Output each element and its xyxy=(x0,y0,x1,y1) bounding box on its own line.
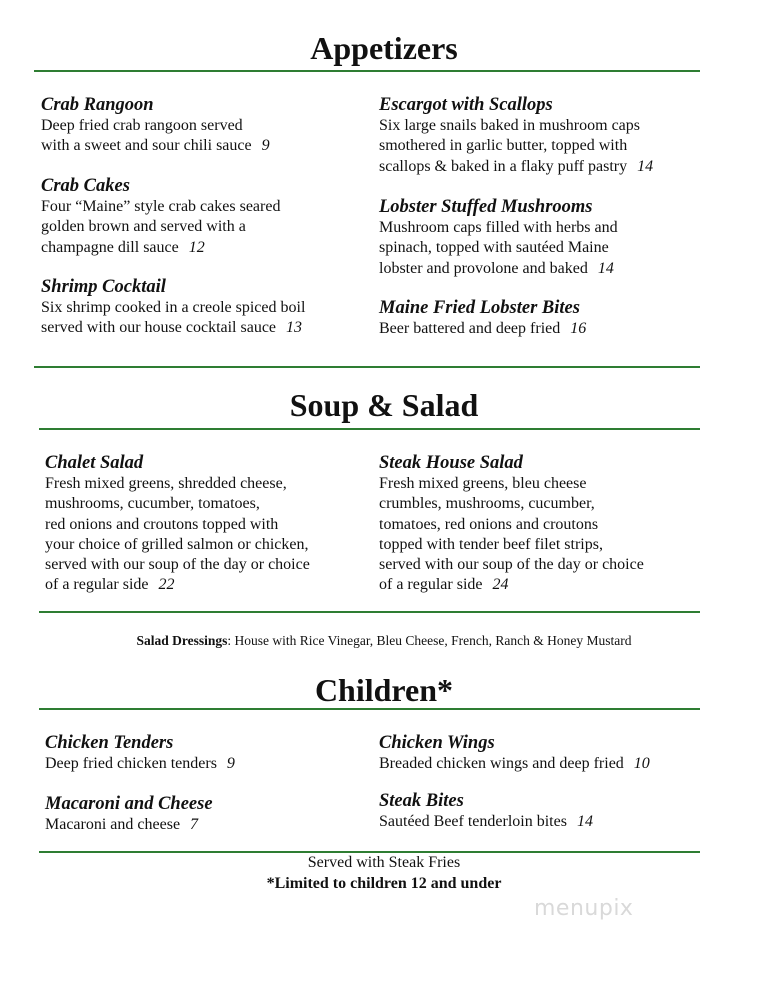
desc-line: smothered in garlic butter, topped with xyxy=(379,137,628,155)
desc-line: Beer battered and deep fried xyxy=(379,320,561,337)
desc-line: Six shrimp cooked in a creole spiced boil xyxy=(41,299,306,316)
desc-line: Four “Maine” style crab cakes seared xyxy=(41,198,281,215)
desc-line: golden brown and served with a xyxy=(41,218,246,236)
desc-line: Sautéed Beef tenderloin bites xyxy=(379,813,567,830)
watermark: menupix xyxy=(534,896,634,921)
item-name: Steak Bites xyxy=(379,791,464,811)
menu-item-macaroni-and-cheese xyxy=(45,793,365,835)
item-description xyxy=(379,218,719,279)
desc-line: served with our house cocktail sauce xyxy=(41,319,277,337)
desc-line: of a regular side xyxy=(45,576,149,594)
appetizers-bottom-rule xyxy=(34,366,700,368)
menu-item-shrimp-cocktail xyxy=(41,276,371,339)
item-price: 16 xyxy=(570,320,587,337)
desc-line: Macaroni and cheese xyxy=(45,816,181,833)
item-description xyxy=(379,812,719,832)
desc-line: topped with tender beef filet strips, xyxy=(379,535,603,553)
menu-item-steak-bites xyxy=(379,790,719,832)
item-description xyxy=(45,474,375,596)
children-footer-limit: *Limited to children 12 and under xyxy=(266,875,502,892)
item-price: 14 xyxy=(576,813,593,830)
item-price: 14 xyxy=(597,259,614,277)
soup-salad-heading: Soup & Salad xyxy=(289,387,479,423)
item-price: 9 xyxy=(226,755,235,772)
item-name: Chalet Salad xyxy=(45,453,144,473)
item-price: 22 xyxy=(158,576,175,594)
item-price: 9 xyxy=(261,137,270,155)
desc-line: your choice of grilled salmon or chicken, xyxy=(45,535,309,553)
children-heading: Children* xyxy=(314,672,454,708)
item-price: 24 xyxy=(492,576,509,594)
children-footer-sides: Served with Steak Fries xyxy=(307,854,461,871)
menu-item-maine-fried-lobster-bites xyxy=(379,297,719,339)
item-description xyxy=(379,319,719,339)
menu-item-escargot-with-scallops xyxy=(379,94,719,177)
desc-line: tomatoes, red onions and croutons xyxy=(379,515,599,533)
item-description xyxy=(41,197,361,258)
item-price: 10 xyxy=(633,755,650,772)
menu-item-steak-house-salad xyxy=(379,452,719,596)
menu-item-crab-cakes xyxy=(41,175,361,258)
desc-line: served with our soup of the day or choice xyxy=(45,556,310,574)
menu-item-chicken-tenders xyxy=(45,732,365,774)
item-price: 13 xyxy=(286,319,303,337)
item-name: Shrimp Cocktail xyxy=(41,277,166,297)
soup-salad-top-rule xyxy=(39,428,700,430)
item-description xyxy=(379,116,719,177)
item-description xyxy=(41,298,371,339)
desc-line: Breaded chicken wings and deep fried xyxy=(379,755,624,772)
desc-line: of a regular side xyxy=(379,576,483,594)
desc-line: with a sweet and sour chili sauce xyxy=(41,137,252,155)
desc-line: Six large snails baked in mushroom caps xyxy=(379,117,640,134)
item-description xyxy=(45,815,365,835)
item-description xyxy=(379,754,719,774)
desc-line: Mushroom caps filled with herbs and xyxy=(379,219,618,236)
item-name: Steak House Salad xyxy=(379,453,523,473)
item-name: Maine Fried Lobster Bites xyxy=(379,298,580,318)
salad-dressings-label: Salad Dressings xyxy=(136,633,228,648)
children-top-rule xyxy=(39,708,700,710)
menu-item-chalet-salad xyxy=(45,452,375,596)
item-name: Chicken Wings xyxy=(379,733,495,753)
menu-item-chicken-wings xyxy=(379,732,719,774)
desc-line: lobster and provolone and baked xyxy=(379,259,588,277)
desc-line: champagne dill sauce xyxy=(41,238,179,256)
salad-dressings-text: : House with Rice Vinegar, Bleu Cheese, French, Ranch & Honey Mustard xyxy=(227,633,632,648)
appetizers-top-rule xyxy=(34,70,700,72)
desc-line: Fresh mixed greens, shredded cheese, xyxy=(45,475,287,492)
item-price: 7 xyxy=(190,816,199,833)
soup-salad-bottom-rule xyxy=(39,611,700,613)
salad-dressings-note xyxy=(0,633,768,649)
item-price: 12 xyxy=(188,238,205,256)
desc-line: Deep fried crab rangoon served xyxy=(41,117,243,134)
desc-line: spinach, topped with sautéed Maine xyxy=(379,239,609,257)
desc-line: mushrooms, cucumber, tomatoes, xyxy=(45,495,260,513)
desc-line: served with our soup of the day or choice xyxy=(379,556,644,574)
desc-line: red onions and croutons topped with xyxy=(45,515,279,533)
item-description xyxy=(41,116,361,157)
menu-item-lobster-stuffed-mushrooms xyxy=(379,196,719,279)
item-name: Crab Cakes xyxy=(41,176,130,196)
item-description xyxy=(379,474,719,596)
desc-line: Fresh mixed greens, bleu cheese xyxy=(379,475,587,492)
desc-line: crumbles, mushrooms, cucumber, xyxy=(379,495,595,513)
desc-line: Deep fried chicken tenders xyxy=(45,755,217,772)
item-name: Macaroni and Cheese xyxy=(45,794,213,814)
item-description xyxy=(45,754,365,774)
menu-item-crab-rangoon xyxy=(41,94,361,157)
item-name: Lobster Stuffed Mushrooms xyxy=(379,197,593,217)
item-name: Crab Rangoon xyxy=(41,95,154,115)
item-name: Escargot with Scallops xyxy=(379,95,553,115)
item-price: 14 xyxy=(637,157,654,175)
appetizers-heading: Appetizers xyxy=(310,30,458,66)
item-name: Chicken Tenders xyxy=(45,733,174,753)
desc-line: scallops & baked in a flaky puff pastry xyxy=(379,157,628,175)
